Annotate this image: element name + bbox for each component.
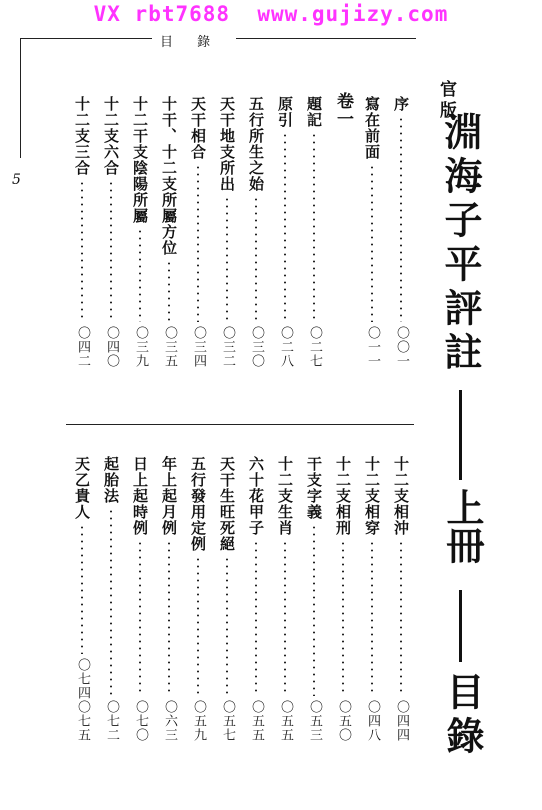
toc-entry-page: 〇三九 (133, 326, 148, 368)
toc-entry-page: 〇〇一 (394, 326, 409, 368)
leader-dots (313, 132, 315, 322)
toc-entry-page: 〇三二 (220, 326, 235, 368)
volume-heading (333, 92, 353, 132)
toc-entry-title: 天干相合 (189, 96, 207, 160)
leader-dots (371, 164, 373, 322)
toc-label: 目錄 (440, 672, 485, 760)
toc-entry-sixty-jiazi[interactable] (246, 456, 266, 742)
leader-dots (284, 540, 286, 696)
toc-entry-month-rule[interactable] (159, 456, 179, 742)
leader-dots (342, 540, 344, 696)
series-title: 官版 (436, 80, 456, 122)
toc-entry-title: 六十花甲子 (247, 456, 265, 536)
toc-entry-harm[interactable] (362, 456, 382, 742)
toc-entry-hour-rule[interactable] (130, 456, 150, 742)
toc-entry-title: 天干地支所出 (218, 96, 236, 192)
header-label: 目 錄 (160, 35, 221, 50)
toc-entry-ganzhi-origin[interactable] (217, 96, 237, 368)
toc-entry-preface[interactable] (391, 96, 411, 368)
toc-entry-title: 五行所生之始 (247, 96, 265, 192)
leader-dots (284, 132, 286, 322)
leader-dots (313, 524, 315, 696)
leader-dots (110, 508, 112, 696)
header-rule-right (236, 38, 416, 39)
toc-entry-wuxing-origin[interactable] (246, 96, 266, 368)
toc-entry-page: 〇三四 (191, 326, 206, 368)
toc-entry-introduction[interactable] (275, 96, 295, 368)
leader-dots (371, 540, 373, 696)
toc-entry-title: 十二干支陰陽所屬 (131, 96, 149, 224)
toc-entry-page: 〇五〇 (336, 700, 351, 742)
toc-entry-life-cycle[interactable] (217, 456, 237, 742)
toc-entry-ganzhi-meaning[interactable] (304, 456, 324, 742)
leader-dots (139, 228, 141, 322)
left-margin-rule (20, 38, 21, 158)
title-bar-upper (459, 390, 462, 480)
leader-dots (226, 556, 228, 696)
leader-dots (255, 196, 257, 322)
volume-label: 上冊 (440, 488, 485, 564)
leader-dots (110, 180, 112, 322)
header-rule-left (20, 38, 152, 39)
leader-dots (81, 524, 83, 654)
toc-entry-page: 〇七二 (104, 700, 119, 742)
book-title: 淵海子平評註 (438, 112, 483, 376)
toc-entry-page: 〇一一 (365, 326, 380, 368)
leader-dots (400, 116, 402, 322)
leader-dots (400, 540, 402, 696)
toc-entry-page: 〇二七 (307, 326, 322, 368)
toc-entry-page: 〇六三 (162, 700, 177, 742)
toc-entry-title: 日上起時例 (131, 456, 149, 536)
toc-entry-title: 十二支相沖 (392, 456, 410, 536)
leader-dots (255, 540, 257, 696)
toc-entry-title: 天干生旺死絕 (218, 456, 236, 552)
volume-heading-text: 卷一 (333, 92, 353, 128)
toc-entry-taiyuan[interactable] (101, 456, 121, 742)
toc-entry-page: 〇五三 (307, 700, 322, 742)
toc-entry-title: 五行發用定例 (189, 456, 207, 552)
section-divider (66, 424, 414, 425)
toc-entry-page: 〇五五 (278, 700, 293, 742)
toc-entry-wuxing-usage[interactable] (188, 456, 208, 742)
toc-entry-tiangan-combine[interactable] (188, 96, 208, 368)
toc-entry-title: 天乙貴人 (73, 456, 91, 520)
watermark: VX rbt7688 www.gujizy.com (93, 2, 449, 26)
toc-entry-page: 〇四二 (75, 326, 90, 368)
toc-entry-page: 〇五五 (249, 700, 264, 742)
toc-entry-title: 十二支生肖 (276, 456, 294, 536)
leader-dots (197, 164, 199, 322)
toc-entry-page: 〇四八 (365, 700, 380, 742)
toc-entry-page: 〇五九 (191, 700, 206, 742)
toc-entry-page-second: 〇七五 (75, 700, 90, 742)
leader-dots (226, 196, 228, 322)
toc-entry-title: 十二支六合 (102, 96, 120, 176)
toc-entry-page: 〇二八 (278, 326, 293, 368)
toc-entry-page: 〇七四 (75, 658, 90, 700)
leader-dots (168, 260, 170, 322)
toc-entry-page: 〇五七 (220, 700, 235, 742)
toc-entry-title: 十二支相穿 (363, 456, 381, 536)
toc-entry-three-combine[interactable] (72, 96, 92, 368)
toc-entry-page: 〇七〇 (133, 700, 148, 742)
toc-entry-page: 〇四〇 (104, 326, 119, 368)
toc-entry-inscription[interactable] (304, 96, 324, 368)
toc-entry-foreword[interactable] (362, 96, 382, 368)
toc-entry-title: 起胎法 (102, 456, 120, 504)
toc-entry-clash[interactable] (391, 456, 411, 742)
toc-entry-title: 十干、十二支所屬方位 (160, 96, 178, 256)
toc-entry-directions[interactable] (159, 96, 179, 368)
toc-entry-title: 年上起月例 (160, 456, 178, 536)
toc-entry-title: 十二支相刑 (334, 456, 352, 536)
toc-entry-zodiac[interactable] (275, 456, 295, 742)
toc-entry-six-combine[interactable] (101, 96, 121, 368)
page-number: 5 (12, 172, 21, 188)
toc-entry-page: 〇四四 (394, 700, 409, 742)
leader-dots (81, 180, 83, 322)
toc-entry-punish[interactable] (333, 456, 353, 742)
leader-dots (139, 540, 141, 696)
toc-entry-page: 〇三五 (162, 326, 177, 368)
toc-entry-title: 十二支三合 (73, 96, 91, 176)
toc-entry-title: 序 (392, 96, 410, 112)
toc-entry-title: 干支字義 (305, 456, 323, 520)
title-bar-lower (459, 590, 462, 662)
toc-entry-title: 寫在前面 (363, 96, 381, 160)
toc-entry-title: 題記 (305, 96, 323, 128)
toc-entry-page: 〇三〇 (249, 326, 264, 368)
leader-dots (168, 540, 170, 696)
leader-dots (197, 556, 199, 696)
toc-entry-yinyang[interactable] (130, 96, 150, 368)
toc-entry-tianyi-noble[interactable] (72, 456, 92, 742)
toc-entry-title: 原引 (276, 96, 294, 128)
